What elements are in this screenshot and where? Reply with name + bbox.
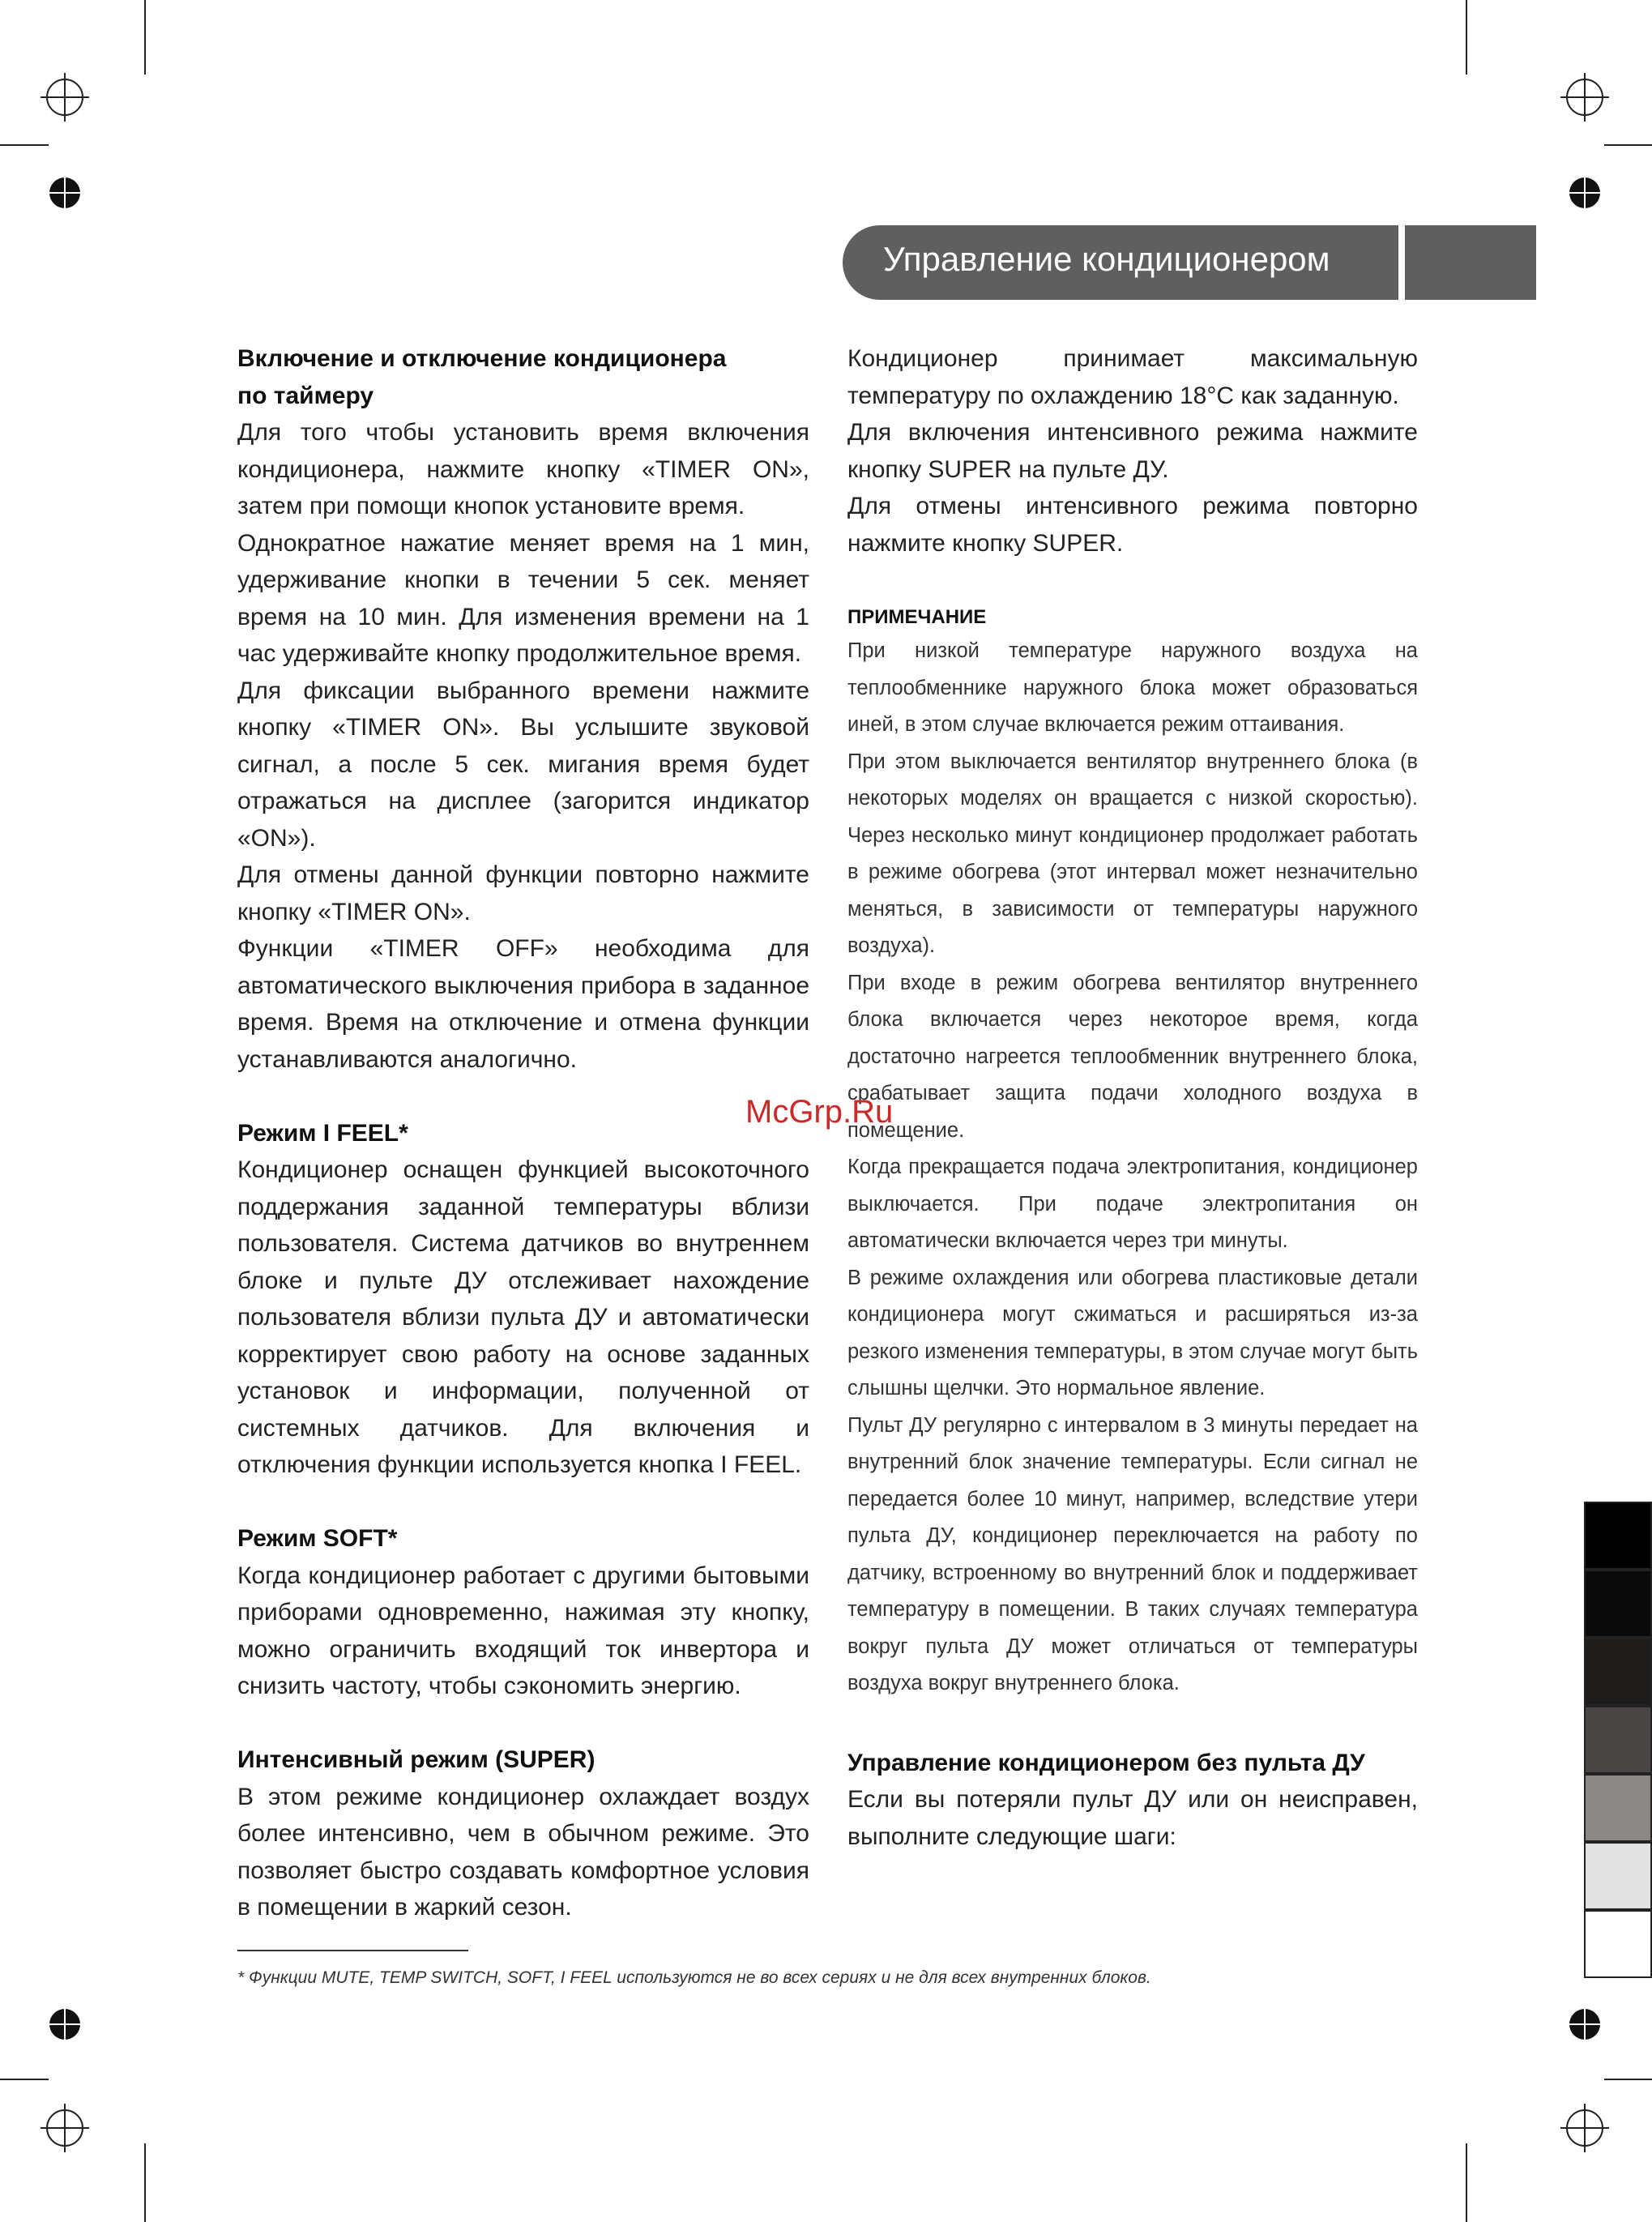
note-paragraph: При низкой температуре наружного воздуха на теплообменнике наружного блока может образоваться иней, в этом случае включается режим оттаивания. bbox=[847, 639, 1418, 736]
registration-mark-icon bbox=[41, 73, 89, 122]
crop-mark bbox=[1604, 144, 1652, 146]
paragraph: Для того чтобы установить время включения кондиционера, нажмите кнопку «TIMER ON», затем при помощи кнопок установите время. bbox=[237, 419, 809, 519]
note-title: ПРИМЕЧАНИЕ bbox=[847, 606, 987, 628]
right-column bbox=[847, 340, 1418, 1855]
section-heading: Режим I FEEL* bbox=[237, 1119, 408, 1147]
paragraph: Кондиционер оснащен функцией высокоточного поддержания заданной температуры вблизи пользователя. Система датчиков во внутреннем блоке и пульте ДУ отслеживает нахождение пользователя вблизи пульта ДУ и автоматически корректирует свою работу на основе заданных установок и информации, полученной от системных датчиков. Для включения и отключения функции используется кнопка I FEEL. bbox=[237, 1156, 809, 1478]
registration-dot-icon bbox=[49, 177, 81, 209]
color-swatch bbox=[1584, 1774, 1652, 1842]
color-swatch bbox=[1584, 1502, 1652, 1570]
section-title: Управление кондиционером bbox=[883, 240, 1330, 278]
note-paragraph: При этом выключается вентилятор внутреннего блока (в некоторых моделях он вращается с низкой скоростью). Через несколько минут кондиционер продолжает работать в режиме обогрева (этот интервал может незначительно меняться, в зависимости от температуры наружного воздуха). bbox=[847, 750, 1418, 957]
left-column bbox=[237, 340, 809, 1926]
paragraph: Для отмены данной функции повторно нажмите кнопку «TIMER ON». bbox=[237, 861, 809, 925]
color-swatch bbox=[1584, 1706, 1652, 1774]
crop-mark bbox=[1466, 0, 1467, 75]
color-swatch bbox=[1584, 1910, 1652, 1978]
paragraph: Когда кондиционер работает с другими бытовыми приборами одновременно, нажимая эту кнопку, можно ограничить входящий ток инвертора и снизить частоту, чтобы сэкономить энергию. bbox=[237, 1562, 809, 1699]
registration-mark-icon bbox=[41, 2104, 89, 2152]
paragraph: Для включения интенсивного режима нажмите кнопку SUPER на пульте ДУ. bbox=[847, 419, 1418, 483]
registration-mark-icon bbox=[1560, 73, 1609, 122]
note-paragraph: В режиме охлаждения или обогрева пластиковые детали кондиционера могут сжиматься и расширяться из-за резкого изменения температуры, в этом случае могут быть слышны щелчки. Это нормальное явление. bbox=[847, 1266, 1418, 1399]
paragraph: Кондиционер принимает максимальную температуру по охлаждению 18°С как заданную. bbox=[847, 345, 1418, 409]
paragraph: Для отмены интенсивного режима повторно нажмите кнопку SUPER. bbox=[847, 493, 1418, 557]
paragraph: Функции «TIMER OFF» необходима для автоматического выключения прибора в заданное время. Время на отключение и отмена функции устанавливаются аналогично. bbox=[237, 935, 809, 1073]
note-paragraph: Когда прекращается подача электропитания, кондиционер выключается. При подаче электропитания он автоматически включается через три минуты. bbox=[847, 1156, 1418, 1252]
note-paragraph: При входе в режим обогрева вентилятор внутреннего блока включается через некоторое время, когда достаточно нагреется теплообменник внутреннего блока, срабатывает защита подачи холодного воздуха в помещение. bbox=[847, 971, 1418, 1142]
color-swatch bbox=[1584, 1638, 1652, 1706]
crop-mark bbox=[0, 144, 49, 146]
section-heading: Интенсивный режим (SUPER) bbox=[237, 1746, 595, 1773]
paragraph: Для фиксации выбранного времени нажмите кнопку «TIMER ON». Вы услышите звуковой сигнал, а после 5 сек. мигания время будет отражаться на дисплее (загорится индикатор «ON»). bbox=[237, 677, 809, 852]
registration-dot-icon bbox=[1569, 177, 1601, 209]
crop-mark bbox=[0, 2079, 49, 2080]
color-swatch bbox=[1584, 1842, 1652, 1910]
paragraph: Однократное нажатие меняет время на 1 мин, удерживание кнопки в течении 5 сек. меняет время на 10 мин. Для изменения времени на 1 час удерживайте кнопку продолжительное время. bbox=[237, 529, 809, 667]
crop-mark bbox=[1466, 2143, 1467, 2222]
section-heading: Включение и отключение кондиционера по таймеру bbox=[237, 345, 727, 409]
color-swatch bbox=[1584, 1570, 1652, 1638]
note-paragraph: Пульт ДУ регулярно с интервалом в 3 минуты передает на внутренний блок значение температуры. Если сигнал не передается более 10 минут, например, вследствие утери пульта ДУ, кондиционер переключается на работу по датчику, встроенному во внутренний блок и поддерживает температуру в помещении. В таких случаях температура вокруг пульта ДУ может отличаться от температуры воздуха вокруг внутреннего блока. bbox=[847, 1413, 1418, 1694]
footnote-rule bbox=[237, 1950, 468, 1951]
registration-dot-icon bbox=[49, 2008, 81, 2040]
crop-mark bbox=[144, 0, 146, 75]
paragraph: Если вы потеряли пульт ДУ или он неисправен, выполните следующие шаги: bbox=[847, 1786, 1418, 1850]
registration-dot-icon bbox=[1569, 2008, 1601, 2040]
paragraph: В этом режиме кондиционер охлаждает воздух более интенсивно, чем в обычном режиме. Это позволяет быстро создавать комфортное условия в помещении в жаркий сезон. bbox=[237, 1783, 809, 1921]
crop-mark bbox=[1604, 2079, 1652, 2080]
section-header-block bbox=[1405, 225, 1536, 300]
crop-mark bbox=[144, 2143, 146, 2222]
registration-mark-icon bbox=[1560, 2104, 1609, 2152]
footnote: * Функции MUTE, TEMP SWITCH, SOFT, I FEEL используются не во всех сериях и не для всех внутренних блоков. bbox=[237, 1968, 1151, 1987]
note-block bbox=[847, 602, 1418, 1703]
watermark: McGrp.Ru bbox=[745, 1094, 894, 1130]
section-heading: Управление кондиционером без пульта ДУ bbox=[847, 1749, 1365, 1776]
section-heading: Режим SOFT* bbox=[237, 1525, 398, 1552]
